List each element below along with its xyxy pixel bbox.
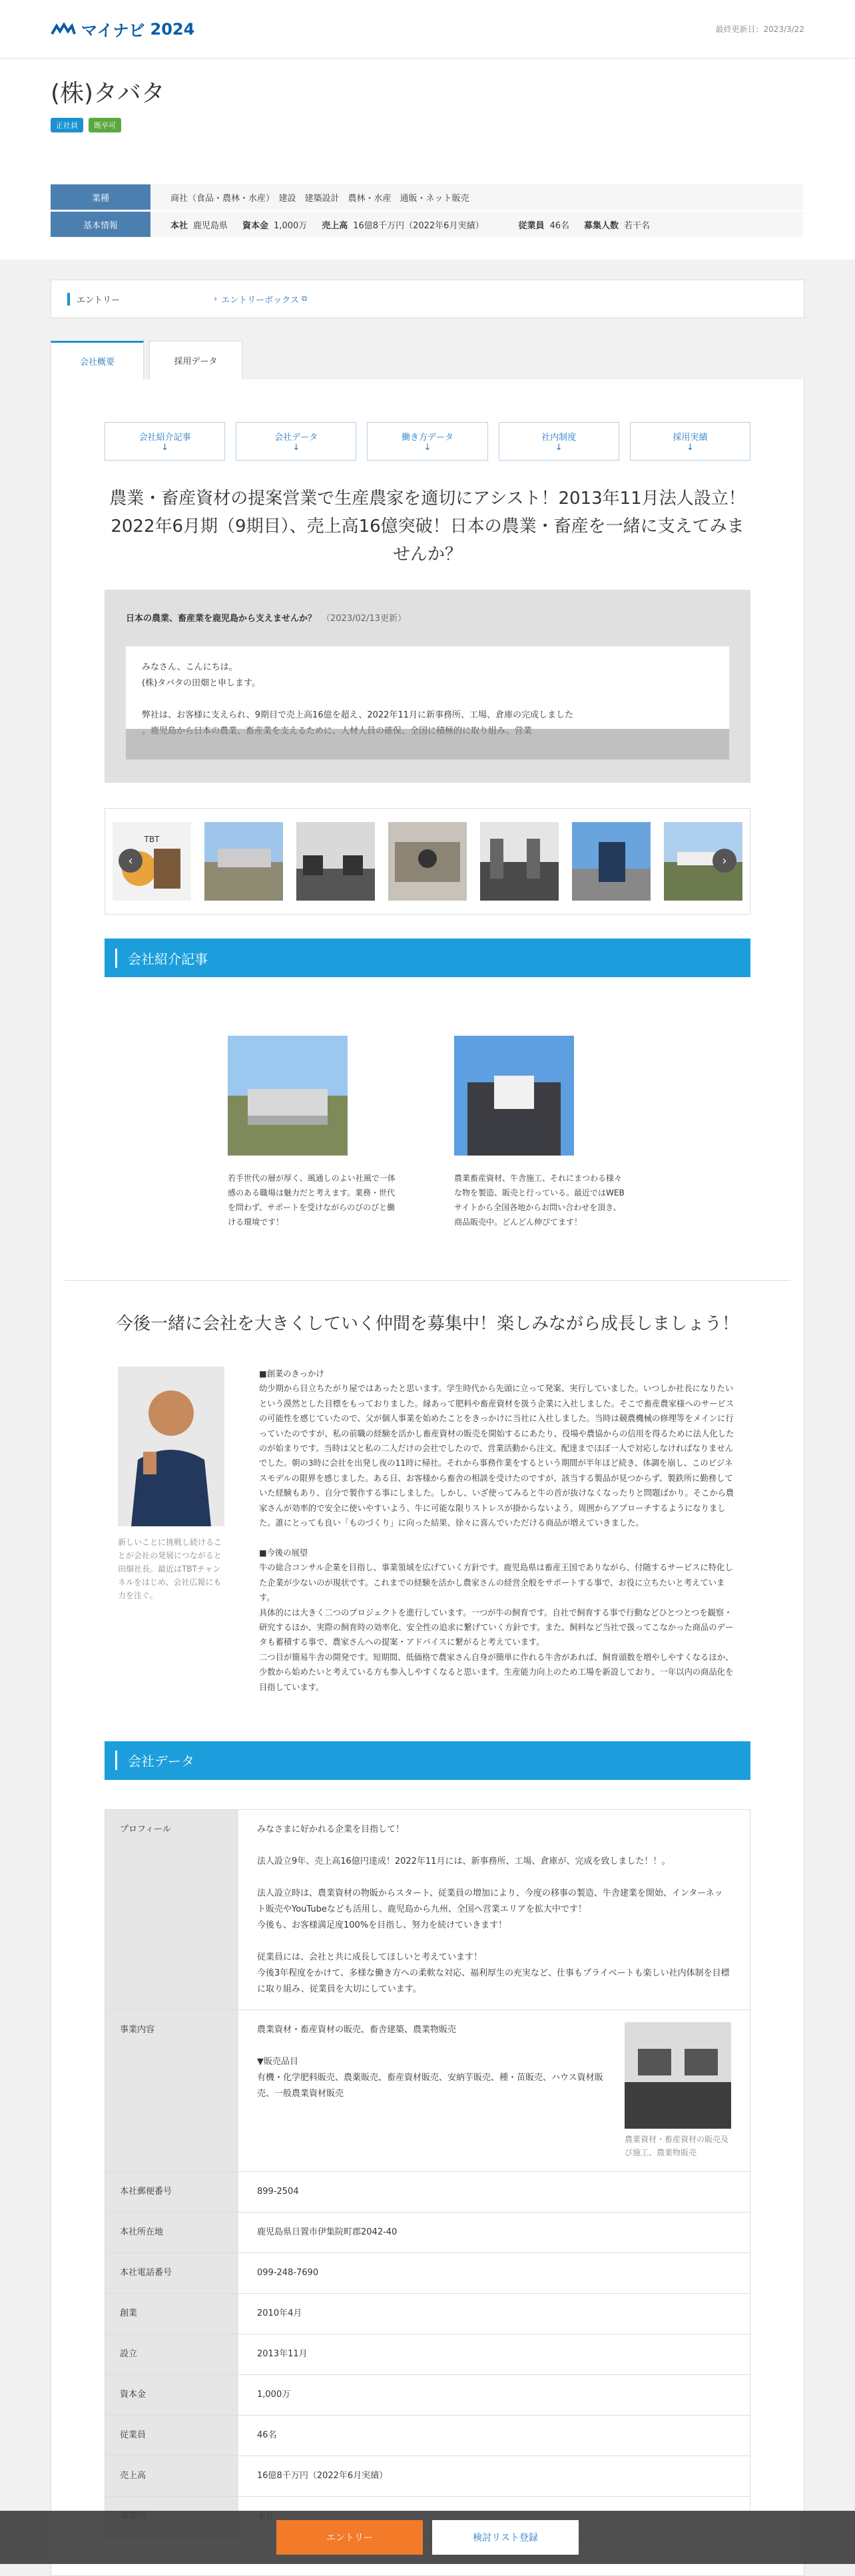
row-value: 16億8千万円（2022年6月実績） [257,2470,388,2481]
gallery-photo[interactable] [572,822,651,901]
employee-info: 従業員 46名 [518,220,570,231]
company-data-section-header: 会社データ [105,1741,750,1780]
row-value: 1,000万 [257,2389,291,2400]
mynavi-logo-icon [51,22,76,37]
article-text: 若手世代の層が厚く、風通しのよい社風で一体感のある職場は魅力だと考えます。業務・世代を問わず、サポートを受けながらのびのびと働ける環境です！ [228,1174,396,1227]
badge-list [51,118,804,132]
external-link-icon: ⧉ [302,294,307,303]
info-head: 基本情報 [51,212,150,237]
divider [65,1280,790,1281]
company-name: (株)タバタ [51,80,165,107]
anchor-work-style-button[interactable]: 働き方データ ↓ [367,422,487,461]
row-head: 本社所在地 [105,2213,238,2253]
article-list [105,1036,750,1229]
basic-info-table [51,184,803,237]
hq-info: 本社 鹿児島県 [170,220,228,231]
article-card[interactable] [454,1036,627,1229]
row-head: 創業 [105,2294,238,2334]
row-value: 2013年11月 [257,2348,308,2359]
entry-label: エントリー [67,293,214,306]
ceo-story [105,1367,750,1695]
page-headline: 農業・畜産資材の提案営業で生産農家を適切にアシスト！2013年11月法人設立！2022年6月期（9期目）、売上高16億突破！日本の農業・畜産を一緒に支えてみませんか？ [109,489,746,564]
tab-bar [51,341,804,379]
row-head: 本社郵便番号 [105,2172,238,2212]
bottom-action-bar [0,2511,855,2564]
row-head: プロフィール [105,1810,238,2010]
entry-box-link[interactable]: エントリーボックス [221,295,300,306]
business-photo-block [625,2022,731,2159]
article-card[interactable] [228,1036,401,1229]
gallery-photo[interactable] [388,822,467,901]
arrow-down-icon: ↓ [161,443,169,453]
row-head: 事業内容 [105,2010,238,2171]
ceo-portrait-block [118,1367,224,1695]
info-row [51,212,803,237]
table-row [105,1810,750,2010]
row-head: 資本金 [105,2375,238,2415]
arrow-down-icon: ↓ [424,443,431,453]
article-photo[interactable] [454,1036,574,1156]
row-value: 2010年4月 [257,2308,302,2318]
recruit-title: 今後一緒に会社を大きくしていく仲間を募集中！楽しみながら成長しましょう！ [115,1314,739,1334]
row-value: 鹿児島県日置市伊集院町郡2042-40 [257,2227,398,2237]
gallery-photo[interactable] [204,822,283,901]
message-box [105,590,750,783]
photo-gallery [105,808,750,915]
capital-info: 資本金 1,000万 [242,220,308,231]
chevron-right-icon: › [214,294,218,304]
gallery-next-button[interactable]: › [712,849,736,873]
row-value: 099-248-7690 [257,2267,319,2278]
arrow-down-icon: ↓ [686,443,694,453]
anchor-articles-button[interactable]: 会社紹介記事 ↓ [105,422,225,461]
message-title: 日本の農業、畜産業を鹿児島から支えませんか？ （2023/02/13更新） [126,614,406,624]
company-header [0,59,855,260]
industry-value: 商社（食品・農林・水産） 建設 建築設計 農林・水産 通販・ネット販売 [170,193,469,204]
article-text: 農業畜産資材、牛舎施工、それにまつわる様々な物を製造、販売と行っている。最近ではWEBサイトから全国各地からお問い合わせを頂き、商品販売中。どんどん伸びてます！ [454,1174,625,1227]
main-content [51,379,804,2576]
business-photo[interactable] [625,2022,731,2129]
tab-recruit-data[interactable]: 採用データ [149,341,242,379]
gallery-photo[interactable] [480,822,559,901]
message-body[interactable]: みなさん、こんにちは。 (株)タバタの田畑と申します。 弊社は、お客様に支えられ、9期目で売上高16億を超え、2022年11月に新事務所、工場、倉庫の完成しました [126,646,729,759]
industry-row [51,184,803,210]
ceo-story-text: ■創業のきっかけ 幼少期から目立ちたがり屋ではあったと思います。学生時代から先頭に立って発案、実行していました。いつしか社長になりたいという漠然とした目標をもっておりました。縁あって肥料や畜産資材を扱う企業に入社しました。そこで畜産農家様へのサービスの可能性を感じていたので、父が個人事業を始めたことをきっかけに当社に入社しました。当時は競農機械の修理等をメインに行っていたのですが、私の前職の経験を活かし畜産資材の販売を開始するにあたり、役場や農協からの信用を得るために法人化したのが始まりです。当時は父と私の二人だけの会社でしたので、営業活動から注文、配達までほぼ一人で対応しなければなりませんでした。朝の3時に会社を出発し夜の11時に帰社。それから事務作業をするという期間が半年ほど続き、体調を崩し、このビジネスモデルの限界を感じました。ある日、お客様から畜舎の相談を受けたのですが、該当する製品が見つからず、製鉄所に勤務していた経験もあり、自分で製作する事にしました。しかし、いざ使ってみると牛の首が抜けなくなったりと問題ばかり。そこから農家さんが効率的で安全に使いやすいよう、牛に可能な限りストレスが掛からないよう、周囲からアプローチするようになりました。誰にとっても良い「ものづくり」に向った結果、徐々に喜んでいただける商品が増えていきました。 ■今後の展望 牛の総合コンサル企業を目指し、事業領域を広げていく方針です。鹿児島県は畜産王国でありながら、付随するサービスに特化した企業が少ないのが現状です。これまでの経験を活かし農家さんの経営全般をサポートする事で、お役に立ちたいと考えています。 具体的には大きく二つのプロジェクトを進行しています。一つが牛の飼育です。自社で飼育する事で行動などひとつとつを観察・研究するほか、実際の飼育時の効率化、安全性の追求に繋げていく方針です。また、飼料など当社で扱ってこなかった商品のデータも蓄積する事で、農家さんへの提案・アドバイスに繋がると考えています。 二つ目が簡易牛舎の開発です。短期間、低価格で農家さん自身が簡単に作れる牛舎があれば、飼育頭数を増やしやすくなるほか、少数から始めたいと考えている方も参入しやすくなると思います。生産能力向上のため工場を新設しており、一年以内の商品化を目指しています。 [259,1369,734,1692]
ceo-caption: 新しいことに挑戦し続けることが会社の発展につながると田畑社長。最近はTBTチャンネルをはじめ、会社広報にも力を注ぐ。 [118,1538,222,1600]
row-head: 本社電話番号 [105,2253,238,2293]
table-row [105,2010,750,2172]
row-head: 売上高 [105,2456,238,2496]
tab-company-overview[interactable]: 会社概要 [51,341,144,379]
add-to-list-button[interactable]: 検討リスト登録 [432,2520,579,2555]
row-head: 設立 [105,2334,238,2374]
site-header [0,0,855,59]
article-photo[interactable] [228,1036,348,1156]
business-photo-caption: 農業資材・畜産資材の販売及び施工、農業物販売 [625,2134,729,2157]
last-updated: 最終更新日：2023/3/22 [715,25,804,34]
logo-year: 2024 [150,19,195,39]
status-badge: 既卒可 [89,118,121,132]
anchor-systems-button[interactable]: 社内制度 ↓ [499,422,619,461]
industry-head: 業種 [51,184,150,210]
arrow-down-icon: ↓ [292,443,300,453]
row-value: みなさまに好かれる企業を目指して！ 法人設立9年、売上高16億円達成！2022年11月には、新事務所、工場、倉庫が、完成を致しました！！。 法人設立時は、農業資材の物販からスタート、従業員の増加により、今度の移事の製造、牛舎建業を開始、インターネット販売やYouTubeなども活用し、鹿児島から九州、全国へ営業エリアを拡大中です！ 今後も、お客様満足度100%を目指し、努力を続けていきます！ 従業員には、会社と共に成長してほしいと考えています！ 今後3年程度をかけて、多様な働き方への柔軟な対応、福利厚生の充実など、仕事もプライベートも楽しい社内体制を目標に取り組み、従業員を大切にしています。 [257,1824,730,1994]
arrow-down-icon: ↓ [555,443,563,453]
entry-bar [51,280,804,318]
row-value: 899-2504 [257,2186,299,2197]
anchor-hiring-results-button[interactable]: 採用実績 ↓ [630,422,750,461]
anchor-nav [105,379,750,461]
logo-wordmark: マイナビ [81,21,145,40]
row-value: 農業資材・畜産資材の販売、畜舎建築、農業物販売 ▼販売品目 有機・化学肥料販売、農薬販売、畜産資材販売、安納芋販売、種・苗販売、ハウス資材販売、一般農業資材販売 [257,2024,603,2099]
articles-section-header: 会社紹介記事 [105,939,750,977]
status-badge: 正社員 [51,118,83,132]
gallery-prev-button[interactable]: ‹ [119,849,142,873]
entry-button[interactable]: エントリー [276,2520,423,2555]
gallery-photo[interactable] [296,822,375,901]
company-data-table [105,1809,750,2538]
svg-text:TBT: TBT [144,835,160,844]
mynavi-logo[interactable] [51,17,194,41]
row-head: 従業員 [105,2416,238,2456]
read-more-overlay[interactable] [126,729,729,759]
ceo-photo [118,1367,224,1526]
anchor-company-data-button[interactable]: 会社データ ↓ [236,422,356,461]
hire-info: 募集人数 若干名 [584,220,651,231]
row-value: 46名 [257,2430,277,2440]
sales-info: 売上高 16億8千万円（2022年6月実績） [322,220,484,231]
